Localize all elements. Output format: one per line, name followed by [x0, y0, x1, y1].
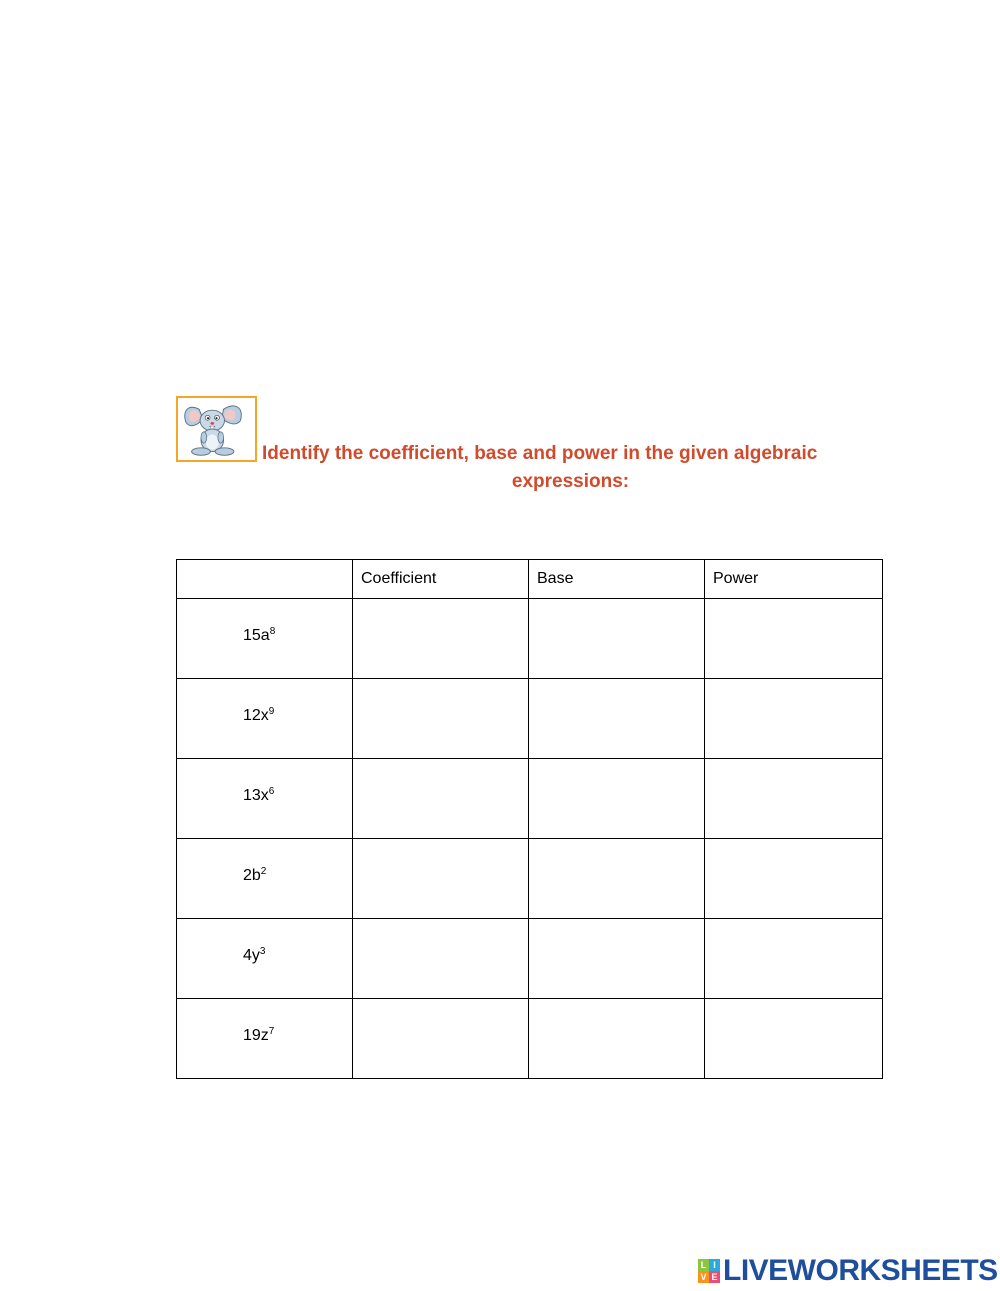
base-answer-cell[interactable] [529, 999, 705, 1079]
base-answer-cell[interactable] [529, 839, 705, 919]
expression-cell [177, 759, 353, 839]
coefficient-answer-cell[interactable] [353, 839, 529, 919]
expression-base: 12x [243, 707, 269, 724]
base-answer-cell[interactable] [529, 599, 705, 679]
coefficient-answer-cell[interactable] [353, 679, 529, 759]
expression-cell [177, 679, 353, 759]
rabbit-image [176, 396, 257, 462]
power-answer-cell[interactable] [705, 759, 883, 839]
expression-exponent: 9 [268, 706, 275, 717]
table-row [177, 839, 883, 919]
logo-mark-icon [698, 1259, 720, 1283]
expression-cell [177, 999, 353, 1079]
header-coefficient: Coefficient [353, 560, 529, 599]
expression-base: 15a [243, 627, 270, 644]
expression-base: 19z [243, 1027, 269, 1044]
coefficient-answer-cell[interactable] [353, 919, 529, 999]
expression-base: 2b [243, 867, 261, 884]
expression-base: 4y [243, 947, 260, 964]
power-answer-cell[interactable] [705, 599, 883, 679]
rabbit-icon [178, 398, 255, 460]
coefficient-answer-cell[interactable] [353, 599, 529, 679]
expression-exponent: 7 [268, 1026, 275, 1037]
base-answer-cell[interactable] [529, 919, 705, 999]
logo-wordmark: LIVEWORKSHEETS [723, 1254, 998, 1287]
base-answer-cell[interactable] [529, 679, 705, 759]
title-line-2: expressions: [511, 471, 630, 492]
coefficient-answer-cell[interactable] [353, 759, 529, 839]
expression-exponent: 8 [269, 626, 276, 637]
table-row [177, 999, 883, 1079]
table-row [177, 919, 883, 999]
power-answer-cell[interactable] [705, 919, 883, 999]
logo-mark-letter: E [709, 1271, 720, 1283]
title-line-1: Identify the coefficient, base and power in the given algebraic [262, 443, 818, 464]
logo-mark-letter: L [698, 1259, 709, 1271]
answer-table [176, 559, 883, 1079]
power-answer-cell[interactable] [705, 839, 883, 919]
expression-cell [177, 919, 353, 999]
expression-exponent: 6 [268, 786, 275, 797]
expression-cell [177, 599, 353, 679]
expression-base: 13x [243, 787, 269, 804]
coefficient-answer-cell[interactable] [353, 999, 529, 1079]
liveworksheets-logo [698, 1256, 998, 1286]
header-base: Base [529, 560, 705, 599]
table-row [177, 599, 883, 679]
worksheet-title [258, 440, 883, 496]
power-answer-cell[interactable] [705, 679, 883, 759]
header-blank [177, 560, 353, 599]
base-answer-cell[interactable] [529, 759, 705, 839]
table-row [177, 679, 883, 759]
header-power: Power [705, 560, 883, 599]
table-row [177, 759, 883, 839]
logo-mark-letter: I [709, 1259, 720, 1271]
table-header-row [177, 560, 883, 599]
power-answer-cell[interactable] [705, 999, 883, 1079]
logo-mark-letter: V [698, 1271, 709, 1283]
expression-cell [177, 839, 353, 919]
expression-exponent: 3 [259, 946, 266, 957]
expression-exponent: 2 [260, 866, 267, 877]
